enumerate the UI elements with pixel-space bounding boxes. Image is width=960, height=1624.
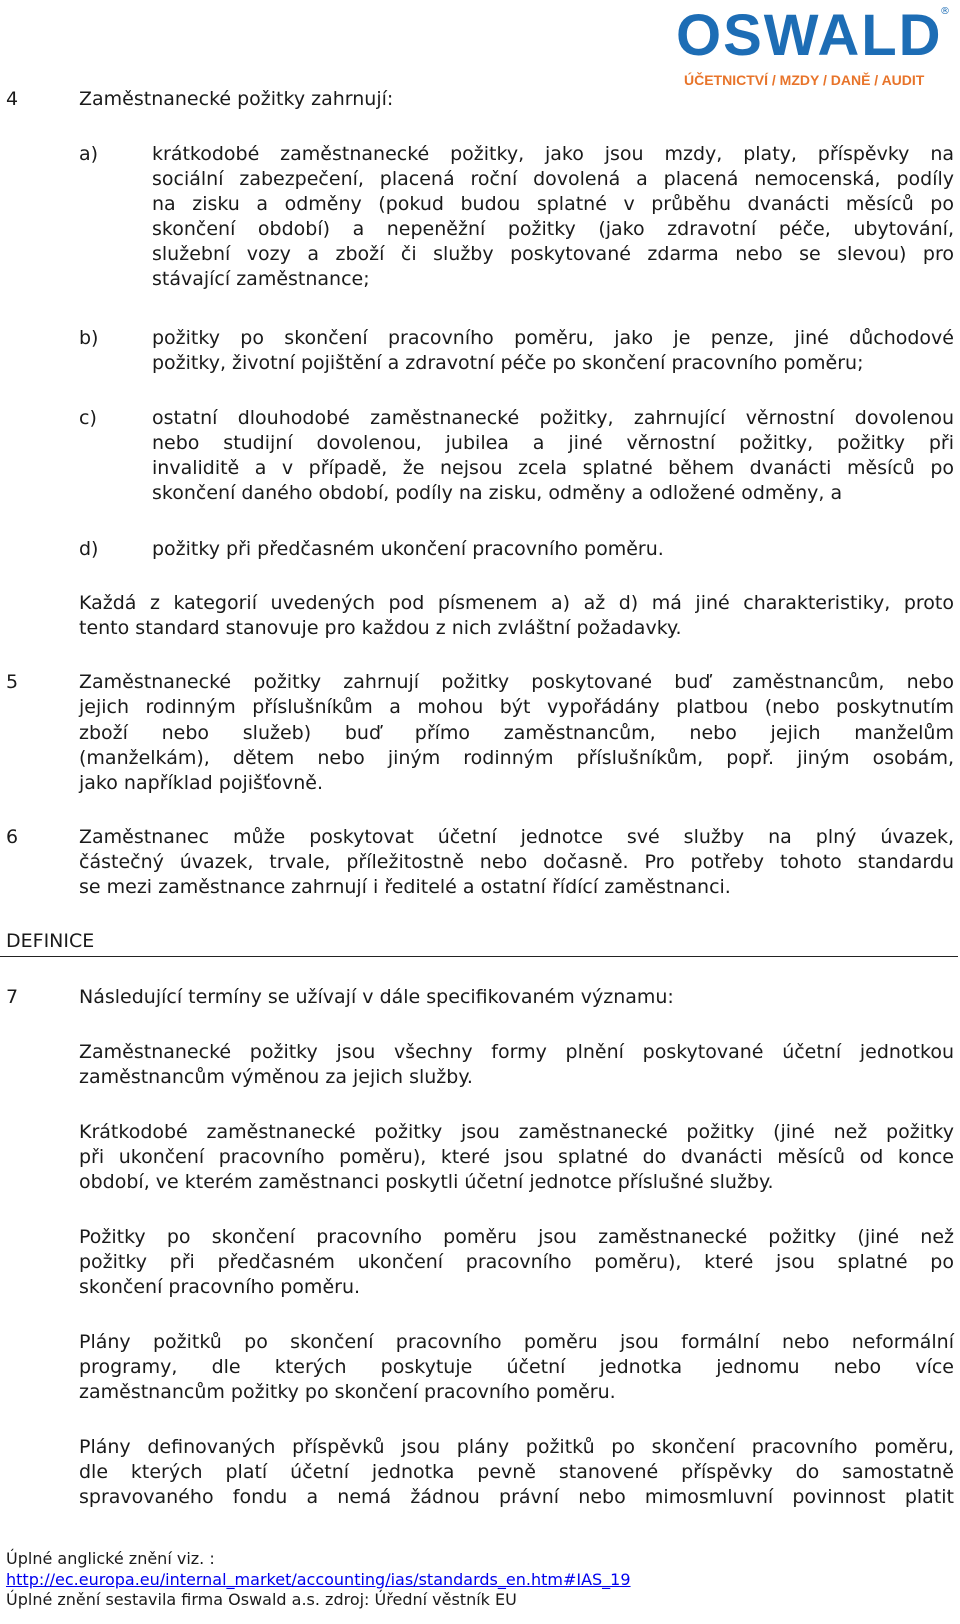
text-line: Požitky po skončení pracovního poměru jsou zaměstnanecké požitky (jiné než xyxy=(79,1226,954,1248)
section-7-intro: Následující termíny se užívají v dále specifikovaném významu: xyxy=(79,986,674,1008)
text-line: jejich rodinným příslušníkům a mohou být vypořádány platbou (nebo poskytnutím xyxy=(79,696,954,718)
item-a-letter: a) xyxy=(79,143,99,165)
section-5-number: 5 xyxy=(6,671,19,693)
text-line: služební vozy a zboží či služby poskytované zdarma nebo se slevou) pro xyxy=(152,243,954,265)
section-6-number: 6 xyxy=(6,826,19,848)
text-line: Krátkodobé zaměstnanecké požitky jsou zaměstnanecké požitky (jiné než požitky xyxy=(79,1121,954,1143)
footer-link-text[interactable]: http://ec.europa.eu/internal_market/accounting/ias/standards_en.htm#IAS_19 xyxy=(6,1570,631,1589)
text-line: sociální zabezpečení, placená roční dovolená a placená nemocenská, podíly xyxy=(152,168,954,190)
text-line: nebo studijní dovolenou, jubilea a jiné věrnostní požitky, požitky při xyxy=(152,432,954,454)
text-line: spravovaného fondu a nemá žádnou právní nebo mimosmluvní povinnost platit xyxy=(79,1486,954,1508)
text-line: zaměstnancům výměnou za jejich služby. xyxy=(79,1066,473,1088)
item-d-letter: d) xyxy=(79,538,99,560)
text-line: Plány požitků po skončení pracovního poměru jsou formální nebo neformální xyxy=(79,1331,954,1353)
text-line: skončení období) a nepeněžní požitky (jako zdravotní péče, ubytování, xyxy=(152,218,954,240)
text-line: zaměstnancům požitky po skončení pracovního poměru. xyxy=(79,1381,616,1403)
footer-source: Úplné znění sestavila firma Oswald a.s. zdroj: Úřední věstník EU xyxy=(6,1590,517,1609)
text-line: stávající zaměstnance; xyxy=(152,268,370,290)
text-line: na zisku a odměny (pokud budou splatné v průběhu dvanácti měsíců po xyxy=(152,193,954,215)
text-line: invaliditě a v případě, že nejsou zcela splatné během dvanácti měsíců po xyxy=(152,457,954,479)
logo-tagline: ÚČETNICTVÍ / MZDY / DANĚ / AUDIT xyxy=(684,72,925,88)
text-line: dle kterých platí účetní jednotka pevně stanovené příspěvky do samostatně xyxy=(79,1461,954,1483)
text-line: skončení pracovního poměru. xyxy=(79,1276,361,1298)
text-line: Zaměstnanec může poskytovat účetní jednotce své služby na plný úvazek, xyxy=(79,826,954,848)
text-line: požitky, životní pojištění a zdravotní péče po skončení pracovního poměru; xyxy=(152,352,864,374)
text-line: požitky po skončení pracovního poměru, jako je penze, jiné důchodové xyxy=(152,327,954,349)
item-b-letter: b) xyxy=(79,327,99,349)
item-c-letter: c) xyxy=(79,407,97,429)
section-4-number: 4 xyxy=(6,88,19,110)
text-line: se mezi zaměstnance zahrnují i ředitelé a ostatní řídící zaměstnanci. xyxy=(79,876,731,898)
item-d-text: požitky při předčasném ukončení pracovního poměru. xyxy=(152,538,664,560)
text-line: programy, dle kterých poskytuje účetní jednotka jednomu nebo více xyxy=(79,1356,954,1378)
text-line: ostatní dlouhodobé zaměstnanecké požitky, zahrnující věrnostní dovolenou xyxy=(152,407,954,429)
text-line: krátkodobé zaměstnanecké požitky, jako jsou mzdy, platy, příspěvky na xyxy=(152,143,954,165)
text-line: Zaměstnanecké požitky jsou všechny formy plnění poskytované účetní jednotkou xyxy=(79,1041,954,1063)
text-line: zboží nebo služeb) buď přímo zaměstnancům, nebo jejich manželům xyxy=(79,722,954,744)
text-line: požitky při předčasném ukončení pracovního poměru), které jsou splatné po xyxy=(79,1251,954,1273)
section-4-intro: Zaměstnanecké požitky zahrnují: xyxy=(79,88,394,110)
text-line: Zaměstnanecké požitky zahrnují požitky poskytované buď zaměstnancům, nebo xyxy=(79,671,954,693)
text-line: jako například pojišťovně. xyxy=(79,772,324,794)
text-line: při ukončení pracovního poměru), které jsou splatné do dvanácti měsíců od konce xyxy=(79,1146,954,1168)
text-line: částečný úvazek, trvale, příležitostně nebo dočasně. Pro potřeby tohoto standardu xyxy=(79,851,954,873)
definitions-heading: DEFINICE xyxy=(6,930,95,952)
heading-rule xyxy=(0,956,958,957)
section-7-number: 7 xyxy=(6,986,19,1008)
text-line: období, ve kterém zaměstnanci poskytli účetní jednotce příslušné služby. xyxy=(79,1171,774,1193)
footer-note: Úplné anglické znění viz. : xyxy=(6,1549,215,1568)
footer-link[interactable] xyxy=(6,1570,631,1590)
logo-wordmark: OSWALD xyxy=(676,3,943,68)
text-line: skončení daného období, podíly na zisku, odměny a odložené odměny, a xyxy=(152,482,843,504)
text-line: Plány definovaných příspěvků jsou plány požitků po skončení pracovního poměru, xyxy=(79,1436,954,1458)
logo-registered-mark: ® xyxy=(940,6,950,17)
oswald-logo xyxy=(676,4,952,92)
text-line: tento standard stanovuje pro každou z nich zvláštní požadavky. xyxy=(79,617,682,639)
text-line: Každá z kategorií uvedených pod písmenem a) až d) má jiné charakteristiky, proto xyxy=(79,592,954,614)
text-line: (manželkám), dětem nebo jiným rodinným příslušníkům, popř. jiným osobám, xyxy=(79,747,954,769)
